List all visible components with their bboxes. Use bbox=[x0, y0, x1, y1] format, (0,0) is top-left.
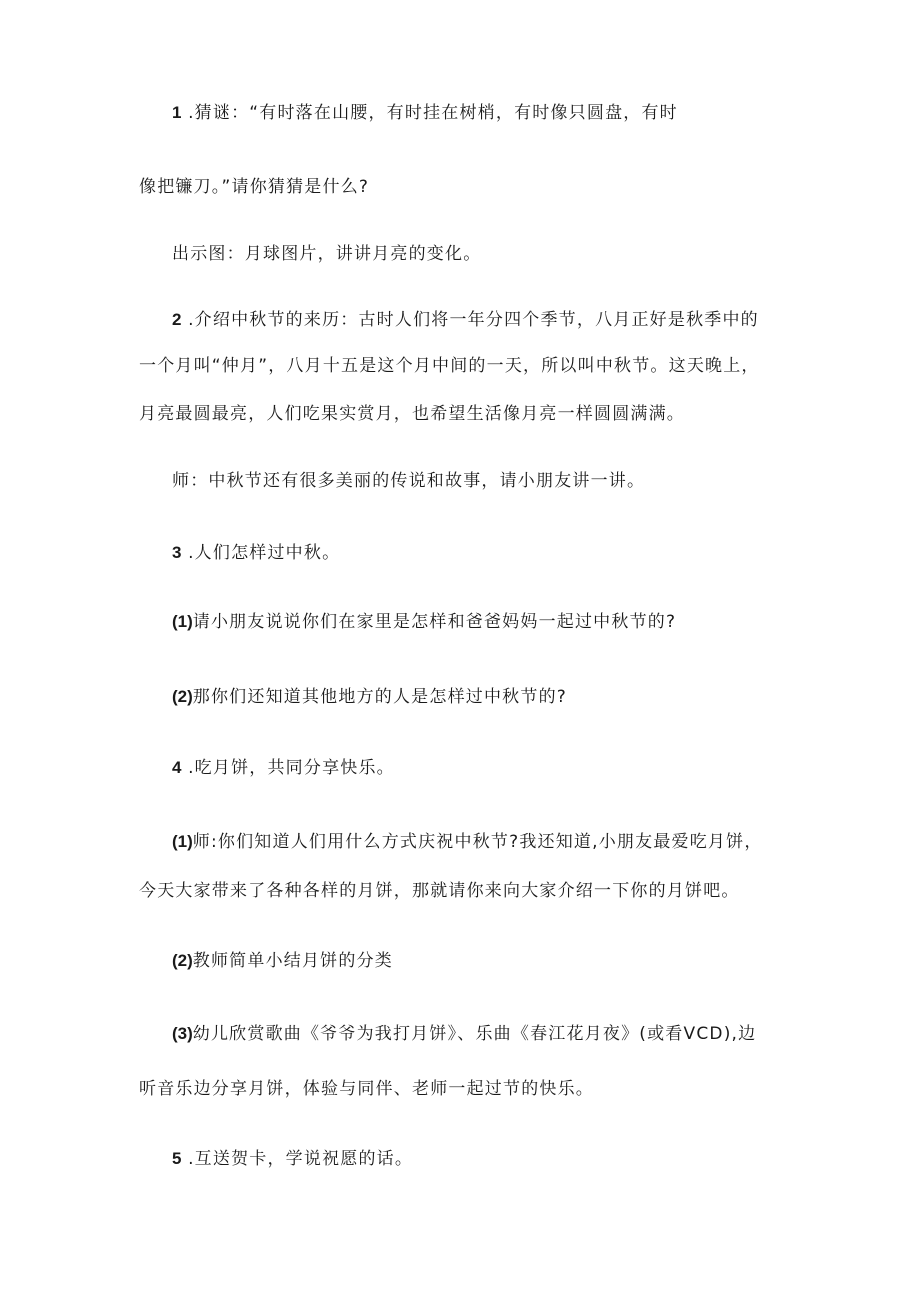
line-text: .人们怎样过中秋。 bbox=[181, 543, 341, 563]
paragraph-3-line-2 bbox=[139, 355, 760, 377]
paragraph-1-line-1 bbox=[172, 102, 678, 124]
item-number: (1) bbox=[172, 832, 193, 851]
item-number: 2 bbox=[172, 310, 182, 329]
line-text: .吃月饼，共同分享快乐。 bbox=[181, 758, 395, 778]
item-number: 5 bbox=[172, 1149, 182, 1168]
item-number: (1) bbox=[172, 612, 193, 631]
paragraph-7 bbox=[172, 686, 567, 708]
paragraph-9-line-2 bbox=[139, 880, 740, 902]
line-text: 一个月叫“仲月”，八月十五是这个月中间的一天，所以叫中秋节。这天晚上， bbox=[139, 356, 760, 376]
line-text: 教师简单小结月饼的分类 bbox=[192, 951, 393, 971]
line-text: 像把镰刀。”请你猜猜是什么? bbox=[139, 177, 370, 197]
paragraph-4 bbox=[172, 470, 645, 492]
line-text: 出示图：月球图片，讲讲月亮的变化。 bbox=[172, 244, 482, 264]
item-number: (2) bbox=[172, 687, 193, 706]
line-text: 师:你们知道人们用什么方式庆祝中秋节?我还知道,小朋友最爱吃月饼， bbox=[192, 832, 763, 852]
line-text: 听音乐边分享月饼，体验与同伴、老师一起过节的快乐。 bbox=[139, 1079, 594, 1099]
line-text: 请小朋友说说你们在家里是怎样和爸爸妈妈一起过中秋节的? bbox=[192, 612, 677, 632]
line-text: 师：中秋节还有很多美丽的传说和故事，请小朋友讲一讲。 bbox=[172, 471, 646, 491]
paragraph-3-line-3 bbox=[139, 403, 685, 425]
line-text: 今天大家带来了各种各样的月饼，那就请你来向大家介绍一下你的月饼吧。 bbox=[139, 881, 740, 901]
paragraph-12 bbox=[172, 1148, 413, 1170]
paragraph-8 bbox=[172, 757, 395, 779]
item-number: 1 bbox=[172, 103, 182, 122]
paragraph-3-line-1 bbox=[172, 309, 759, 331]
line-text: .猜谜：“有时落在山腰，有时挂在树梢，有时像只圆盘，有时 bbox=[181, 103, 678, 123]
paragraph-11-line-2 bbox=[139, 1078, 594, 1100]
item-number: (3) bbox=[172, 1024, 193, 1043]
paragraph-2 bbox=[172, 243, 481, 265]
line-text: 月亮最圆最亮，人们吃果实赏月，也希望生活像月亮一样圆圆满满。 bbox=[139, 404, 685, 424]
line-text: .互送贺卡，学说祝愿的话。 bbox=[181, 1149, 414, 1169]
line-text: 那你们还知道其他地方的人是怎样过中秋节的? bbox=[192, 687, 568, 707]
paragraph-1-line-2 bbox=[139, 176, 369, 198]
item-number: (2) bbox=[172, 951, 193, 970]
item-number: 3 bbox=[172, 543, 182, 562]
line-text: .介绍中秋节的来历：古时人们将一年分四个季节，八月正好是秋季中的 bbox=[181, 310, 759, 330]
line-text: 幼儿欣赏歌曲《爷爷为我打月饼》、乐曲《春江花月夜》(或看VCD),边 bbox=[192, 1024, 757, 1044]
paragraph-11-line-1 bbox=[172, 1023, 756, 1045]
paragraph-9-line-1 bbox=[172, 831, 763, 853]
item-number: 4 bbox=[172, 758, 182, 777]
paragraph-6 bbox=[172, 611, 676, 633]
paragraph-10 bbox=[172, 950, 393, 972]
paragraph-5 bbox=[172, 542, 340, 564]
